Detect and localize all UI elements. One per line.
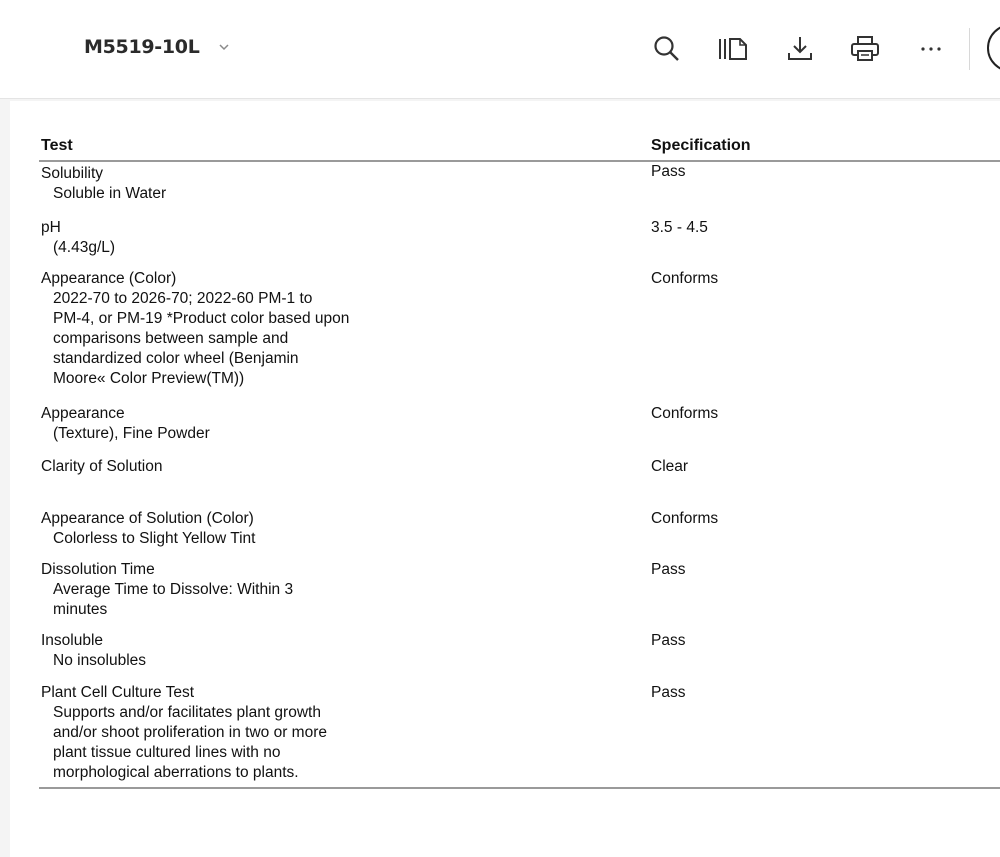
test-name: Appearance of Solution (Color) — [41, 510, 254, 527]
test-cell — [41, 164, 421, 204]
test-detail: standardized color wheel (Benjamin — [53, 350, 299, 367]
test-detail: No insolubles — [53, 652, 147, 669]
spec-cell: Pass — [651, 632, 686, 649]
spec-table — [39, 132, 1000, 781]
document-title: M5519-10L — [84, 36, 200, 58]
test-detail: minutes — [53, 601, 108, 618]
test-cell — [41, 218, 421, 258]
test-detail: comparisons between sample and — [53, 330, 289, 347]
test-detail: Soluble in Water — [53, 185, 167, 202]
test-detail: (Texture), Fine Powder — [53, 425, 210, 442]
table-row — [39, 509, 1000, 557]
spec-cell: Conforms — [651, 510, 719, 527]
spec-cell: Clear — [651, 458, 689, 475]
test-detail: Supports and/or facilitates plant growth — [53, 704, 321, 721]
more-icon[interactable] — [914, 32, 948, 66]
table-row — [39, 683, 1000, 793]
test-cell — [41, 457, 421, 477]
test-cell — [41, 683, 421, 783]
spec-cell: Pass — [651, 561, 686, 578]
test-detail: 2022-70 to 2026-70; 2022-60 PM-1 to — [53, 290, 313, 307]
document-title-dropdown[interactable] — [84, 36, 232, 58]
table-header — [39, 132, 1000, 162]
test-cell — [41, 560, 421, 620]
test-name: Dissolution Time — [41, 561, 155, 578]
spec-cell: Pass — [651, 684, 686, 701]
toolbar — [0, 0, 1000, 99]
table-bottom-rule — [39, 787, 1000, 789]
test-name: Appearance (Color) — [41, 270, 177, 287]
header-test: Test — [41, 137, 73, 154]
table-row — [39, 164, 1000, 212]
spec-cell: Pass — [651, 163, 686, 180]
spec-cell: Conforms — [651, 270, 719, 287]
test-name: pH — [41, 219, 61, 236]
table-row — [39, 457, 1000, 497]
test-name: Clarity of Solution — [41, 458, 163, 475]
test-detail: morphological aberrations to plants. — [53, 764, 299, 781]
test-detail: Average Time to Dissolve: Within 3 — [53, 581, 294, 598]
table-row — [39, 404, 1000, 452]
test-detail: plant tissue cultured lines with no — [53, 744, 281, 761]
print-icon[interactable] — [848, 32, 882, 66]
test-name: Plant Cell Culture Test — [41, 684, 195, 701]
table-row — [39, 631, 1000, 679]
test-cell — [41, 404, 421, 444]
table-row — [39, 560, 1000, 628]
search-icon[interactable] — [650, 32, 684, 66]
test-name: Appearance — [41, 405, 125, 422]
test-detail: PM-4, or PM-19 *Product color based upon — [53, 310, 350, 327]
document-page — [10, 101, 1000, 857]
test-detail: Moore« Color Preview(TM)) — [53, 370, 245, 387]
test-name: Insoluble — [41, 632, 104, 649]
thumbnails-icon[interactable] — [716, 32, 750, 66]
test-detail: Colorless to Slight Yellow Tint — [53, 530, 256, 547]
spec-cell: 3.5 - 4.5 — [651, 219, 708, 236]
test-detail: and/or shoot proliferation in two or more — [53, 724, 327, 741]
test-cell — [41, 509, 421, 549]
spec-cell: Conforms — [651, 405, 719, 422]
table-row — [39, 269, 1000, 399]
test-cell — [41, 269, 421, 389]
test-cell — [41, 631, 421, 671]
header-specification: Specification — [651, 137, 751, 154]
table-row — [39, 218, 1000, 266]
test-name: Solubility — [41, 165, 104, 182]
chevron-down-icon — [216, 39, 232, 55]
download-icon[interactable] — [783, 32, 817, 66]
test-detail: (4.43g/L) — [53, 239, 116, 256]
toolbar-divider — [969, 28, 970, 70]
profile-icon[interactable] — [987, 24, 1000, 72]
